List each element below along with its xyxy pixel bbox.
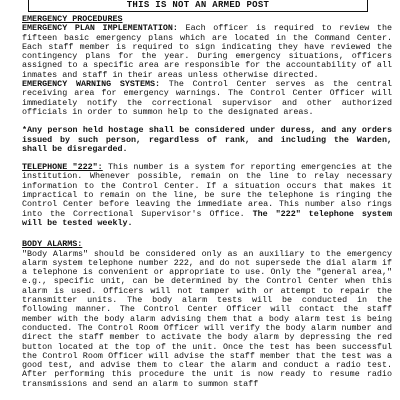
emergency-warning-label: EMERGENCY WARNING SYSTEMS: [22, 79, 161, 90]
telephone-label: TELEPHONE "222": [22, 162, 103, 173]
telephone-text: This number is a system for reporting emergencies at the institution. Whenever possible, remain on the line to relay necessary information to the Control Center. If a situation occurs that makes it impractical to remain on the line, be sure the telephone is ringing the Control Center before leaving the immediate area. This number also rings into the Correctional Supervisor's Office. [22, 162, 392, 219]
emergency-plan-text: Each officer is required to review the fifteen basic emergency plans which are located in the Command Center. Each staff member is required to sign indicating they have reviewed the contingency plans for the year. During emergency situations, officers assigned to a specific area are responsible for the accountability of all inmates and staff in their areas unless otherwise directed. [22, 23, 392, 80]
emergency-plan-label: EMERGENCY PLAN IMPLEMENTATION: [22, 23, 178, 34]
emergency-plan-paragraph [22, 24, 392, 80]
emergency-warning-text: The Control Center serves as the central receiving area for emergency warnings. The Control Center Officer will immediately notify the correctional supervisor and other authorized officials in order to summon help to the designated areas. [22, 79, 393, 117]
emergency-warning-paragraph [22, 80, 392, 117]
emergency-procedures-heading: EMERGENCY PROCEDURES [22, 14, 123, 24]
telephone-paragraph [22, 163, 392, 228]
spacer [22, 228, 392, 237]
body-alarms-heading: BODY ALARMS: [22, 239, 83, 250]
post-notice-text: THIS IS NOT AN ARMED POST [126, 0, 270, 10]
post-notice-header [28, 0, 368, 12]
telephone-tested-text: The "222" telephone system will be tested weekly. [22, 208, 392, 228]
body-alarms-paragraph: "Body Alarms" should be considered only as an auxiliary to the emergency alarm system telephone number 222, and do not supersede the dial alarm if a telephone is convenient or appropriate to use. Only the "general area," e.g., specific unit, can be determined by the Control Center when this alarm is used. Officers will not tamper with or attempt to repair the transmitter units. The body alarm tests will be conducted in the following manner. The Control Center Officer will contact the staff member with the body alarm advising them that a body alarm test is being conducted. The Control Room Officer will verify the body alarm number and direct the staff member to activate the body alarm by depressing the red button located at the top of the unit. Once the test has been successful the Control Room Officer will advise the staff member that the test was a good test, and advise them to clear the alarm and conduct a radio test. After performing this procedure the unit is now ready to resume radio transmissions and send an alarm to summon staff [22, 248, 392, 389]
duress-notice: *Any person held hostage shall be considered under duress, and any orders issued by such person, regardless of rank, and including the Warden, shall be disregarded. [22, 125, 392, 154]
